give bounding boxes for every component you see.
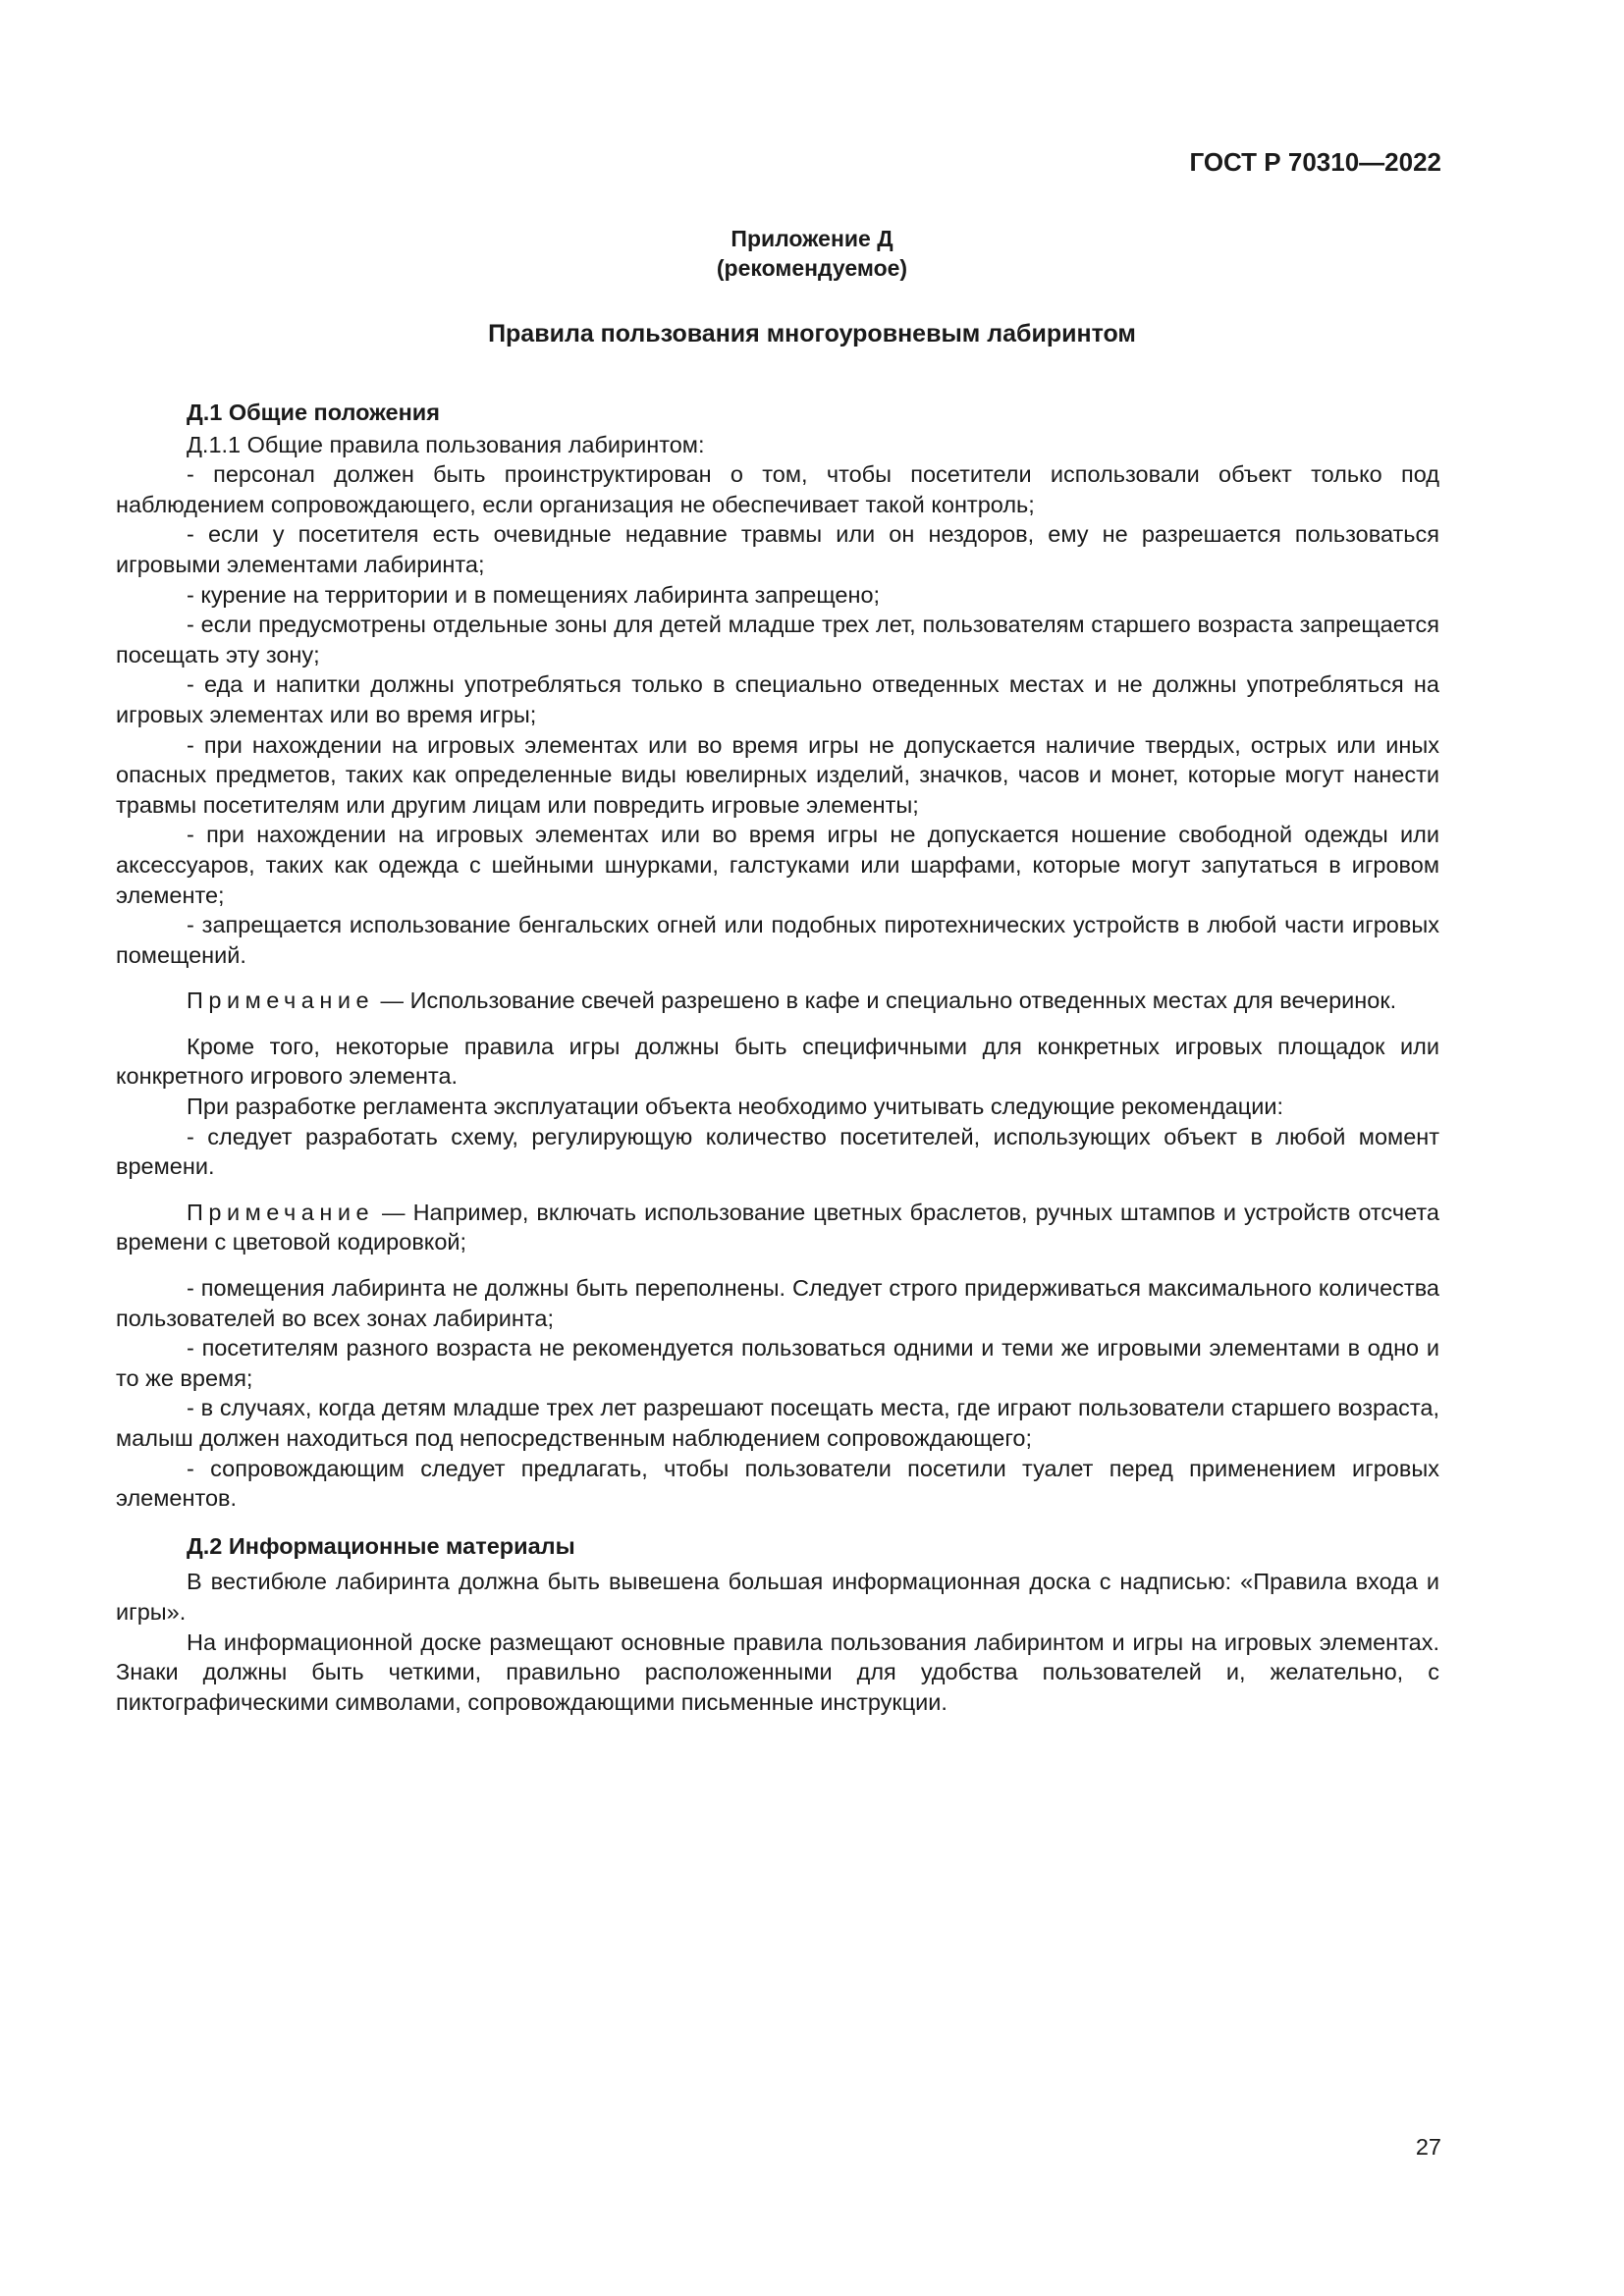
list-item: - курение на территории и в помещениях лабиринта запрещено;	[187, 581, 881, 608]
section-2-heading: Д.2 Информационные материалы	[187, 1532, 575, 1559]
list-item: - при нахождении на игровых элементах или во время игры не допускается наличие твердых, острых или иных опасных предметов, таких как определенные виды ювелирных изделий, значков, часов и монет, которые могут нанести травмы посетителям или другим лицам или повредить игровые элементы;	[116, 731, 1439, 818]
main-title: Правила пользования многоуровневым лабиринтом	[488, 320, 1136, 347]
list-item: - запрещается использование бенгальских огней или подобных пиротехнических устройств в любой части игровых помещений.	[116, 912, 1439, 968]
section-1-intro: Д.1.1 Общие правила пользования лабиринтом:	[187, 431, 705, 457]
note-text: — Например, включать использование цветных браслетов, ручных штампов и устройств отсчета времени с цветовой кодировкой;	[116, 1199, 1439, 1255]
section-1-heading: Д.1 Общие положения	[187, 400, 440, 425]
list-item: - если у посетителя есть очевидные недавние травмы или он нездоров, ему не разрешается пользоваться игровыми элементами лабиринта;	[116, 521, 1439, 577]
list-item: - сопровождающим следует предлагать, чтобы пользователи посетили туалет перед применением игровых элементов.	[116, 1455, 1439, 1512]
list-item: - еда и напитки должны употребляться только в специально отведенных местах и не должны употребляться на игровых элементах или во время игры;	[116, 671, 1439, 727]
appendix-title: Приложение Д	[731, 226, 893, 251]
appendix-subtitle: (рекомендуемое)	[716, 255, 908, 281]
paragraph: На информационной доске размещают основные правила пользования лабиринтом и игры на игровых элементах. Знаки должны быть четкими, правильно расположенными для удобства пользователей и, желательно, с пиктографическими символами, сопровождающими письменные инструкции.	[116, 1629, 1439, 1715]
note-label: Примечание	[187, 988, 375, 1014]
page-number: 27	[1415, 2134, 1441, 2160]
list-item: - при нахождении на игровых элементах или во время игры не допускается ношение свободной одежды или аксессуаров, таких как одежда с шейными шнурками, галстуками или шарфами, которые могут запутаться в игровом элементе;	[116, 822, 1439, 908]
note-1	[116, 986, 1439, 1016]
list-item: - персонал должен быть проинструктирован о том, чтобы посетители использовали объект только под наблюдением сопровождающего, если организация не обеспечивает такой контроль;	[116, 461, 1439, 517]
paragraph-besides: Кроме того, некоторые правила игры должны быть специфичными для конкретных игровых площадок или конкретного игрового элемента.	[116, 1033, 1439, 1090]
document-body	[116, 398, 1439, 1717]
paragraph-regulation: При разработке регламента эксплуатации объекта необходимо учитывать следующие рекомендации:	[187, 1094, 1283, 1120]
paragraph: В вестибюле лабиринта должна быть вывешена большая информационная доска с надписью: «Правила входа и игры».	[116, 1569, 1439, 1625]
list-item: - следует разработать схему, регулирующую количество посетителей, использующих объект в любой момент времени.	[116, 1123, 1439, 1180]
appendix-header	[0, 224, 1624, 283]
list-item: - помещения лабиринта не должны быть переполнены. Следует строго придерживаться максимального количества пользователей во всех зонах лабиринта;	[116, 1275, 1439, 1331]
list-item: - посетителям разного возраста не рекомендуется пользоваться одними и теми же игровыми элементами в одно и то же время;	[116, 1335, 1439, 1391]
list-item: - в случаях, когда детям младше трех лет разрешают посещать места, где играют пользователи старшего возраста, малыш должен находиться под непосредственным наблюдением сопровождающего;	[116, 1395, 1439, 1451]
note-2	[116, 1198, 1439, 1257]
note-label: Примечание	[187, 1199, 375, 1225]
note-text: — Использование свечей разрешено в кафе и специально отведенных местах для вечеринок.	[374, 988, 1397, 1014]
document-code: ГОСТ Р 70310—2022	[1189, 147, 1441, 177]
list-item: - если предусмотрены отдельные зоны для детей младше трех лет, пользователям старшего возраста запрещается посещать эту зону;	[116, 612, 1439, 667]
